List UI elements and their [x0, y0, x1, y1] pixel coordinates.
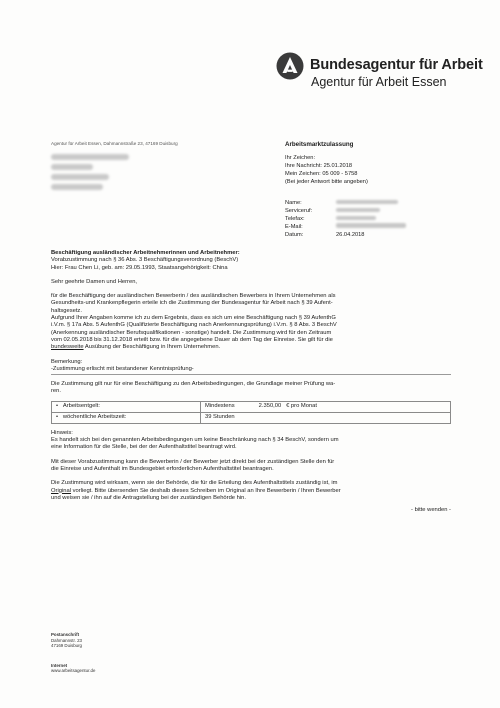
- p2-line: (Anerkennung ausländischer Berufsqualifikationen - sonstige) handelt. Die Zustimmung wird für den Zeitraum: [51, 329, 332, 336]
- p3-line: ren.: [51, 388, 61, 395]
- footer: [51, 632, 95, 674]
- p5-line: die Einreise und Aufenthalt im Bundesgebiet erforderlichen Aufenthaltstitel beantragen.: [51, 465, 274, 472]
- p2-line: i.V.m. § 17a Abs. 5 AufenthG (Qualifizierte Beschäftigung nach Anerkennungsprüfung) i.V.m. § 8 Abs. 3 BeschV: [51, 322, 337, 329]
- info-heading: Arbeitsmarktzulassung: [285, 141, 354, 148]
- contact-name-row: Name:: [285, 200, 406, 208]
- p1-line: haltsgesetz.: [51, 307, 82, 314]
- underlined-word: bundesweite: [51, 344, 84, 351]
- your-message-line: Ihre Nachricht: 25.01.2018: [285, 162, 353, 169]
- hint-label: Hinweis:: [51, 429, 73, 436]
- your-ref-label: Ihr Zeichen:: [285, 155, 316, 161]
- p2-line: vom 02.05.2018 bis 31.12.2018 erteilt bzw. für die angegebene Dauer ab dem Tag der Einreise. Sie gilt für die: [51, 336, 333, 343]
- sender-line: Agentur für Arbeit Essen, Dahmannstraße 23, 47169 Duisburg: [51, 141, 178, 146]
- my-ref-value: 05 009 - 5758: [322, 170, 358, 177]
- subject-line-3: Hier: Frau Chen Li, geb. am: 29.05.1993, Staatsangehörigkeit: China: [51, 264, 228, 271]
- p2-line-last: bundesweite Ausübung der Beschäftigung in Ihrem Unternehmen.: [51, 344, 221, 351]
- ref-note: (Bei jeder Antwort bitte angeben): [285, 178, 368, 185]
- conditions-table: [51, 401, 451, 424]
- p3-line: Die Zustimmung gilt nur für eine Beschäftigung zu den Arbeitsbedingungen, die Grundlage meiner Prüfung wa-: [51, 381, 336, 388]
- post-line: Dahmannstr. 23: [51, 637, 82, 643]
- p1-line: Gesundheits-und Krankenpflegerin erteile ich die Zustimmung der Bundesagentur für Arbeit nach § 39 Aufent-: [51, 300, 333, 307]
- your-message-date: 25.01.2018: [323, 162, 353, 169]
- office-name: Agentur für Arbeit Essen: [311, 75, 447, 89]
- letter-date: 26.04.2018: [336, 231, 365, 238]
- hours-value-cell: 39 Stunden: [201, 412, 451, 423]
- contact-date-row: Datum: 26.04.2018: [285, 231, 365, 238]
- p2-line: Aufgrund Ihrer Angaben komme ich zu dem Ergebnis, dass es sich um eine Beschäftigung nach § 39 AufenthG: [51, 315, 336, 322]
- table-row: [52, 401, 451, 412]
- reference-block: [285, 155, 368, 187]
- remark-label: Bemerkung:: [51, 358, 83, 365]
- contact-block: [285, 200, 406, 239]
- org-name: Bundesagentur für Arbeit: [310, 57, 483, 73]
- p1-line: für die Beschäftigung der ausländischen Bewerberin / des ausländischen Bewerbers in Ihrem Unternehmen als: [51, 293, 336, 300]
- post-line: 47169 Duisburg: [51, 643, 83, 649]
- salary-label-cell: • Arbeitsentgelt:: [52, 401, 201, 412]
- subject-line-2: Vorabzustimmung nach § 36 Abs. 3 Beschäftigungsverordnung (BeschV): [51, 257, 239, 264]
- hours-label-cell: • wöchentliche Arbeitszeit:: [52, 412, 201, 423]
- p5-line: Mit dieser Vorabzustimmung kann die Bewerberin / der Bewerber jetzt direkt bei der zuständigen Stelle den für: [51, 458, 335, 465]
- contact-fax-row: Telefax:: [285, 216, 406, 224]
- p6-line: Die Zustimmung wird wirksam, wenn sie der Behörde, die für die Erteilung des Aufenthaltstitels zuständig ist, im: [51, 480, 338, 487]
- post-label: Postanschrift: [51, 632, 80, 637]
- recipient-address-redacted: [51, 154, 129, 194]
- underlined-word: Original: [51, 487, 71, 494]
- p4-line: eine Information für die Stelle, bei der der Aufenthaltstitel beantragt wird.: [51, 444, 237, 451]
- salutation: Sehr geehrte Damen und Herren,: [51, 278, 138, 285]
- turn-page-note: - bitte wenden -: [411, 507, 451, 514]
- p6-line: Original vorliegt. Bitte übersenden Sie deshalb dieses Schreiben im Original an Ihre Bewerberin / Ihren Bewerber: [51, 487, 341, 494]
- agency-logo-icon: [276, 52, 304, 80]
- table-row: [52, 412, 451, 423]
- contact-email-row: E-Mail:: [285, 224, 406, 232]
- remark-text: -Zustimmung erlischt mit bestandener Kenntnisprüfung-: [51, 365, 194, 372]
- contact-service-row: Serviceruf:: [285, 208, 406, 216]
- p4-line: Es handelt sich bei den genannten Arbeitsbedingungen um keine Beschränkung nach § 34 BeschV, sondern um: [51, 437, 339, 444]
- my-ref-line: Mein Zeichen: 05 009 - 5758: [285, 170, 358, 177]
- internet-link[interactable]: www.arbeitsagentur.de: [51, 668, 96, 674]
- subject-line: Beschäftigung ausländischer Arbeitnehmerinnen und Arbeitnehmer:: [51, 250, 240, 256]
- salary-value-cell: Mindestens 2.350,00 € pro Monat: [201, 401, 451, 412]
- letter-body: [51, 250, 451, 514]
- p6-line: und weisen sie / ihn auf die Antragstellung bei der zuständigen Behörde hin.: [51, 494, 246, 501]
- internet-label: Internet: [51, 662, 68, 668]
